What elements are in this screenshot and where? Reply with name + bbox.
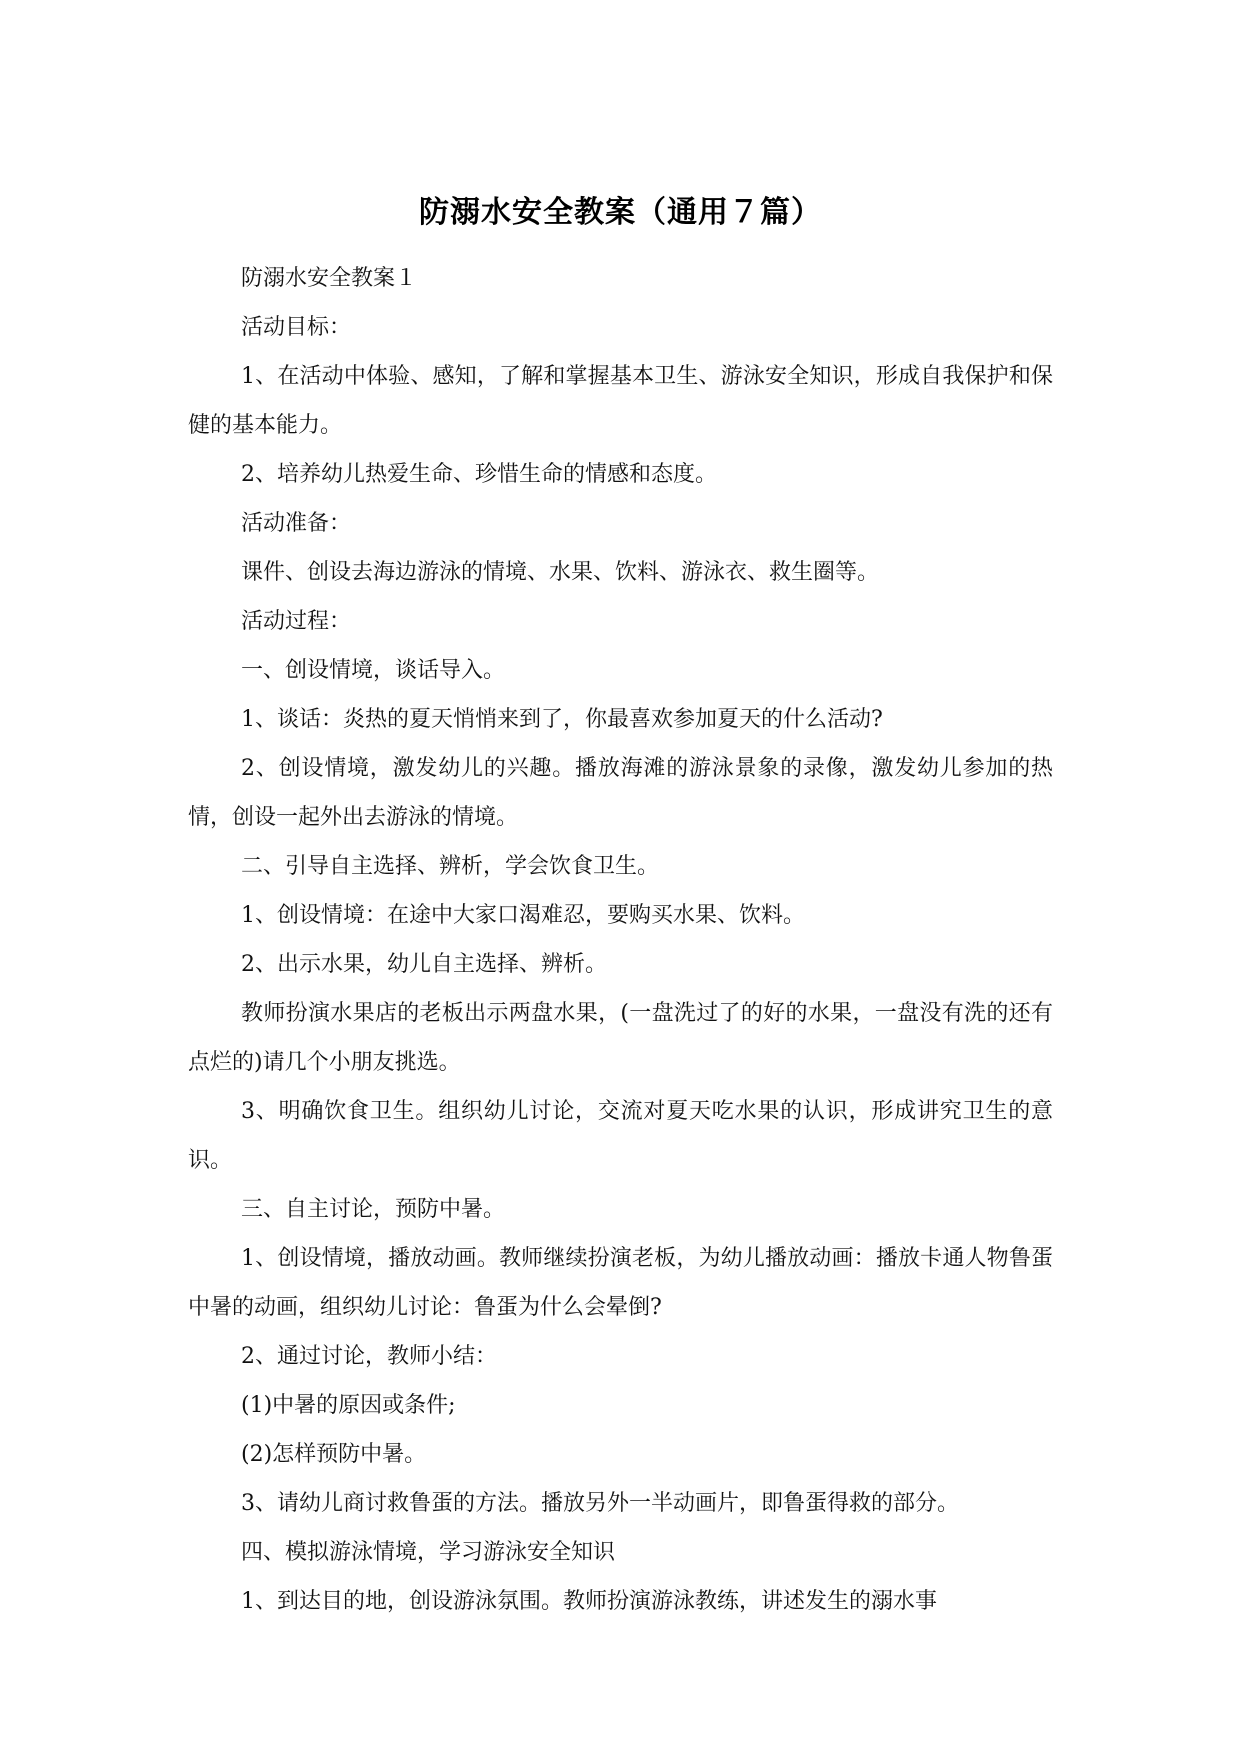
- paragraph: 3、明确饮食卫生。组织幼儿讨论，交流对夏天吃水果的认识，形成讲究卫生的意识。: [188, 1099, 1053, 1173]
- paragraph: 2、通过讨论，教师小结：: [241, 1344, 497, 1369]
- paragraph: 1、创设情境：在途中大家口渴难忍，要购买水果、饮料。: [241, 903, 805, 928]
- paragraph: 一、创设情境，谈话导入。: [241, 658, 506, 683]
- paragraph: 2、培养幼儿热爱生命、珍惜生命的情感和态度。: [241, 462, 717, 487]
- paragraph: 2、出示水果，幼儿自主选择、辨析。: [241, 952, 607, 977]
- paragraph: 3、请幼儿商讨救鲁蛋的方法。播放另外一半动画片，即鲁蛋得救的部分。: [241, 1491, 959, 1516]
- paragraph: 1、创设情境，播放动画。教师继续扮演老板，为幼儿播放动画：播放卡通人物鲁蛋中暑的动画，组织幼儿讨论：鲁蛋为什么会晕倒?: [188, 1246, 1053, 1320]
- paragraph: 四、模拟游泳情境，学习游泳安全知识: [241, 1540, 616, 1565]
- paragraph: 活动目标：: [241, 315, 352, 340]
- paragraph: 教师扮演水果店的老板出示两盘水果，(一盘洗过了的好的水果，一盘没有洗的还有点烂的)请几个小朋友挑选。: [188, 1001, 1053, 1075]
- paragraph: 二、引导自主选择、辨析，学会饮食卫生。: [241, 854, 660, 879]
- paragraph: 1、在活动中体验、感知，了解和掌握基本卫生、游泳安全知识，形成自我保护和保健的基本能力。: [188, 364, 1053, 438]
- paragraph: (2)怎样预防中暑。: [241, 1442, 427, 1467]
- paragraph: (1)中暑的原因或条件;: [241, 1393, 456, 1418]
- paragraph: 1、谈话：炎热的夏天悄悄来到了，你最喜欢参加夏天的什么活动?: [241, 707, 883, 732]
- document-body: [188, 254, 1053, 1626]
- paragraph: 活动过程：: [241, 609, 352, 634]
- paragraph: 活动准备：: [241, 511, 352, 536]
- paragraph: 三、自主讨论，预防中暑。: [241, 1197, 506, 1222]
- document-title: 防溺水安全教案（通用７篇）: [419, 195, 822, 230]
- paragraph: 课件、创设去海边游泳的情境、水果、饮料、游泳衣、救生圈等。: [241, 560, 880, 585]
- paragraph: 1、到达目的地，创设游泳氛围。教师扮演游泳教练，讲述发生的溺水事: [241, 1589, 937, 1614]
- section-heading: 防溺水安全教案１: [241, 266, 418, 291]
- paragraph: 2、创设情境，激发幼儿的兴趣。播放海滩的游泳景象的录像，激发幼儿参加的热情，创设一起外出去游泳的情境。: [188, 756, 1053, 830]
